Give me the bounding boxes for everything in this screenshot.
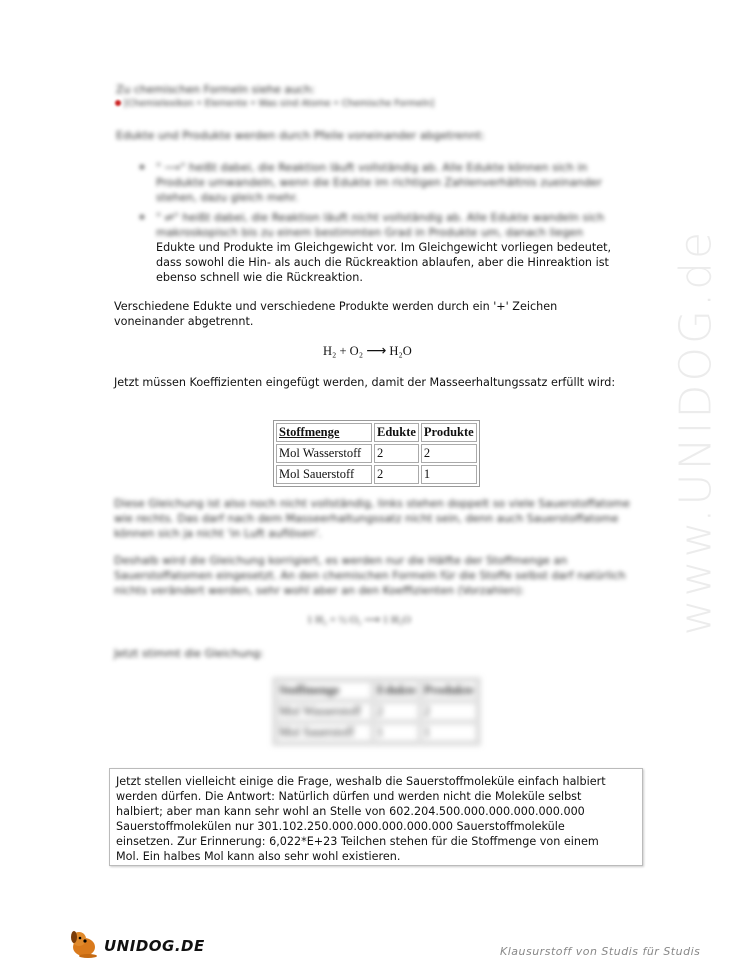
separation-line: Verschiedene Edukte und verschiedene Produkte werden durch ein '+' Zeichen <box>114 300 558 313</box>
equation-1 <box>323 343 412 359</box>
logo-text: UNIDOG.DE <box>104 937 205 955</box>
table-header: Stoffmenge <box>276 423 372 442</box>
table-cell: 2 <box>374 465 419 484</box>
separation-paragraph <box>114 299 557 329</box>
bullet-dot-2 <box>140 215 144 219</box>
table-header: Stoffmenge <box>276 681 372 700</box>
table-row <box>276 465 477 484</box>
table-row <box>276 723 477 742</box>
table-cell: 2 <box>374 444 419 463</box>
table-cell: 2 <box>421 444 477 463</box>
table-cell: 2 <box>421 702 477 721</box>
table-cell: Mol Sauerstoff <box>276 465 372 484</box>
bullet-dot-1 <box>140 165 144 169</box>
bullet-2-line: dass sowohl die Hin- als auch die Rückreaktion ablaufen, aber die Hinreaktion ist <box>156 256 609 269</box>
watermark-text: www.UNIDOG.de <box>670 228 722 636</box>
note-line: Mol. Ein halbes Mol kann also sehr wohl existieren. <box>116 850 401 863</box>
coefficients-line: Jetzt müssen Koeffizienten eingefügt werden, damit der Masseerhaltungssatz erfüllt wird: <box>114 376 616 389</box>
table-cell: 2 <box>374 702 419 721</box>
table-cell: 1 <box>421 723 477 742</box>
bullet-1-text: " ⟶" heißt dabei, die Reaktion läuft vollständig ab. Alle Edukte können sich in Produkte umwandeln, wenn die Edukte im richtigen Zahlenverhältnis zueinander stehen, dazu gleich mehr. <box>156 161 602 204</box>
table-cell: Mol Wasserstoff <box>276 702 372 721</box>
table-cell: Mol Sauerstoff <box>276 723 372 742</box>
table-cell: Mol Wasserstoff <box>276 444 372 463</box>
table-header-row <box>276 423 477 442</box>
arrows-intro: Edukte und Produkte werden durch Pfeile voneinander abgetrennt: <box>116 129 485 142</box>
now-correct-line: Jetzt stimmt die Gleichung: <box>114 647 264 660</box>
separation-line: voneinander abgetrennt. <box>114 315 254 328</box>
bullet-2-line: ebenso schnell wie die Rückreaktion. <box>156 271 363 284</box>
reaction-arrow-icon: ⟶ <box>366 343 387 359</box>
unidog-logo[interactable] <box>66 925 205 961</box>
bullet-2-start: " ⇌" heißt dabei, die Reaktion läuft nicht vollständig ab. Alle Edukte wandeln sich makroskopisch bis zu einem bestimmten Grad in Produkte um, danach liegen <box>156 211 605 239</box>
intro-line: Zu chemischen Formeln siehe auch: <box>116 83 315 96</box>
note-box <box>109 768 643 866</box>
note-text <box>116 774 606 864</box>
stoffmenge-table-1 <box>273 420 480 487</box>
table-cell: 1 <box>374 723 419 742</box>
table-header: Edukte <box>374 681 419 700</box>
link-bullet-icon <box>115 100 121 106</box>
table-header: Produkte <box>421 681 477 700</box>
equation-1-product: H₂O <box>389 344 412 358</box>
footer-tagline: Klausurstoff von Studis für Studis <box>500 945 701 958</box>
correction-paragraph: Deshalb wird die Gleichung korrigiert, es werden nur die Hälfte der Stoffmenge an Sauerstoffatomen eingesetzt. An den chemischen Formeln für die Stoffe selbst darf natürlich nichts verändert werden, sehr wohl aber an den Koeffizienten (Vorzahlen): <box>114 554 626 597</box>
note-line: halbiert; aber man kann sehr wohl an Stelle von 602.204.500.000.000.000.000.000 <box>116 805 585 818</box>
table-row <box>276 444 477 463</box>
bullet-2-continuation <box>156 240 611 285</box>
after-table-paragraph: Diese Gleichung ist also noch nicht vollständig, links stehen doppelt so viele Sauerstoffatome wie rechts. Das darf nach dem Masseerhaltungssatz nicht sein, denn auch Sauerstoffatome können sich ja nicht 'in Luft auflösen'. <box>114 497 630 540</box>
table-row <box>276 702 477 721</box>
equation-2: 1 H₂ + ½ O₂ ⟶ 1 H₂O <box>307 614 411 626</box>
note-line: Sauerstoffmolekülen nur 301.102.250.000.000.000.000.000 Sauerstoffmoleküle <box>116 820 565 833</box>
bullet-2-line: Edukte und Produkte im Gleichgewicht vor. Im Gleichgewicht vorliegen bedeutet, <box>156 241 612 254</box>
table-header: Produkte <box>421 423 477 442</box>
note-line: Jetzt stellen vielleicht einige die Frage, weshalb die Sauerstoffmoleküle einfach halbiert <box>116 775 606 788</box>
table-cell: 1 <box>421 465 477 484</box>
dog-mascot-icon <box>66 925 102 961</box>
note-line: werden dürfen. Die Antwort: Natürlich dürfen und werden nicht die Moleküle selbst <box>116 790 582 803</box>
note-line: einsetzen. Zur Erinnerung: 6,022*E+23 Teilchen stehen für die Stoffmenge von einem <box>116 835 599 848</box>
link-path[interactable]: [Chemielexikon • Elemente • Was sind Atome • Chemische Formeln] <box>124 99 435 109</box>
stoffmenge-table-2 <box>273 678 480 745</box>
table-header: Edukte <box>374 423 419 442</box>
equation-1-reactants: H₂ + O₂ <box>323 344 364 358</box>
table-header-row <box>276 681 477 700</box>
